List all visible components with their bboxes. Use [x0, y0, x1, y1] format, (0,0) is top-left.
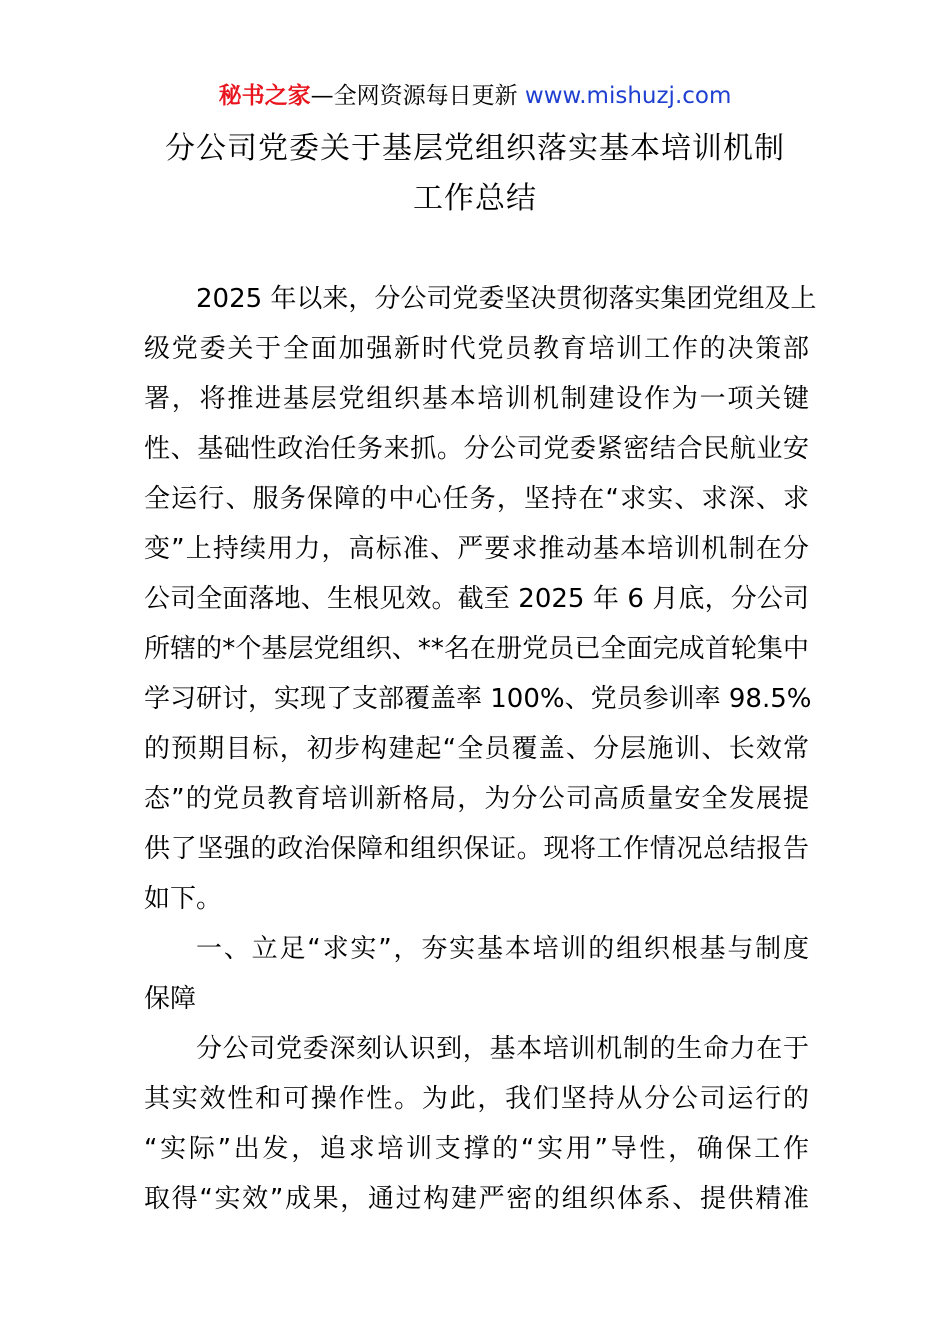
- body-line: 如下。: [144, 884, 223, 914]
- site-url-link[interactable]: www.mishuzj.com: [524, 83, 732, 109]
- body-line: 分公司党委深刻认识到，基本培训机制的生命力在于: [196, 1034, 809, 1064]
- document-title-line-2: 工作总结: [413, 181, 537, 216]
- body-line: 公司全面落地、生根见效。截至 2025 年 6 月底，分公司: [144, 584, 809, 614]
- body-line: 的预期目标，初步构建起“全员覆盖、分层施训、长效常: [144, 734, 809, 764]
- body-line: 所辖的*个基层党组织、**名在册党员已全面完成首轮集中: [144, 634, 809, 664]
- body-line: 全运行、服务保障的中心任务，坚持在“求实、求深、求: [144, 484, 809, 514]
- document-body: [144, 274, 817, 1224]
- body-line: “实际”出发，追求培训支撑的“实用”导性，确保工作: [144, 1134, 809, 1164]
- document-title-line-1: 分公司党委关于基层党组织落实基本培训机制: [165, 131, 785, 166]
- document-title: [120, 124, 830, 224]
- site-brand: 秘书之家: [218, 83, 311, 109]
- section-heading-line: 一、立足“求实”，夯实基本培训的组织根基与制度: [196, 934, 809, 964]
- body-line: 态”的党员教育培训新格局，为分公司高质量安全发展提: [144, 784, 809, 814]
- body-line: 学习研讨，实现了支部覆盖率 100%、党员参训率 98.5%: [144, 684, 812, 714]
- body-line: 性、基础性政治任务来抓。分公司党委紧密结合民航业安: [144, 434, 809, 464]
- body-line: 取得“实效”成果，通过构建严密的组织体系、提供精准: [144, 1184, 809, 1214]
- body-line: 署，将推进基层党组织基本培训机制建设作为一项关键: [144, 384, 809, 414]
- body-line: 变”上持续用力，高标准、严要求推动基本培训机制在分: [144, 534, 809, 564]
- body-line: 2025 年以来，分公司党委坚决贯彻落实集团党组及上: [196, 284, 817, 314]
- section-heading-line: 保障: [144, 984, 197, 1014]
- body-line: 级党委关于全面加强新时代党员教育培训工作的决策部: [144, 334, 809, 364]
- site-tagline: —全网资源每日更新: [310, 83, 518, 109]
- body-line: 其实效性和可操作性。为此，我们坚持从分公司运行的: [144, 1084, 809, 1114]
- body-line: 供了坚强的政治保障和组织保证。现将工作情况总结报告: [144, 834, 809, 864]
- site-header: [0, 80, 950, 112]
